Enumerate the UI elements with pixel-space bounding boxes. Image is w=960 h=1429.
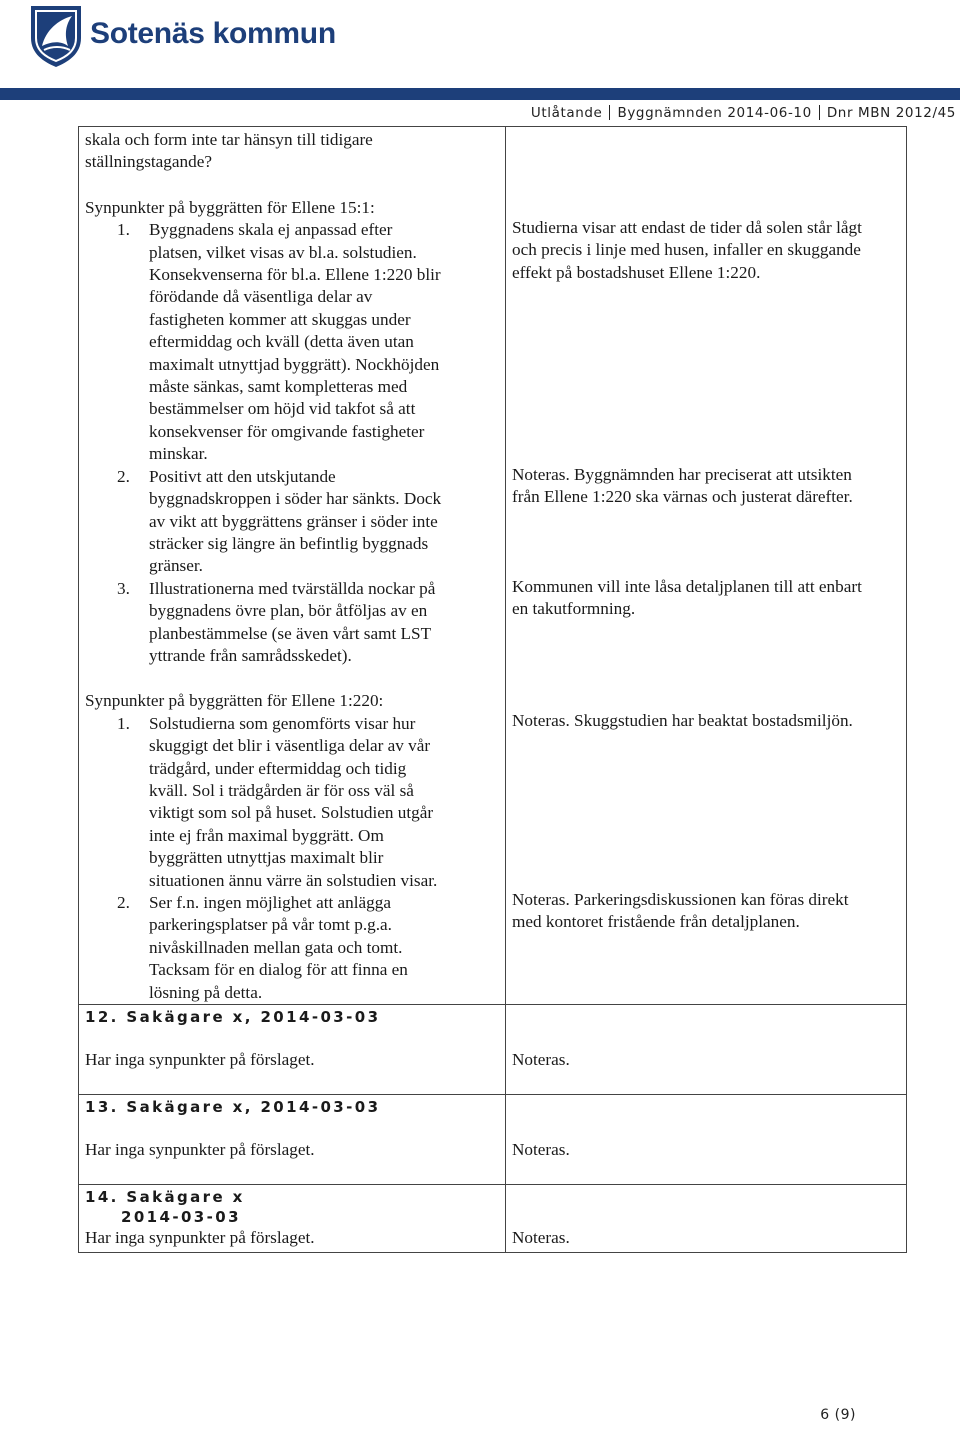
table-row [79, 127, 907, 1005]
opinion-cell [79, 1005, 506, 1095]
opinion-cell [79, 1095, 506, 1185]
response-text: Noteras. Skuggstudien har beaktat bostadsmiljön. [512, 711, 853, 730]
doc-type: Utlåtande [530, 105, 603, 121]
opinion-cell [79, 127, 506, 1005]
response-text: Noteras. Parkeringsdiskussionen kan föras direkt med kontoret fristående från detaljplanen. [512, 890, 849, 932]
section-heading: Synpunkter på byggrätten för Ellene 15:1: [85, 197, 375, 217]
header-bar [0, 88, 960, 100]
response-text: Noteras. [512, 1050, 570, 1070]
list-item: 1. Solstudierna som genomförts visar hur skuggigt det blir i väsentliga delar av vår trädgård, under eftermiddag och tidig kväll. Sol i trädgården är för oss väl så viktigt som sol på huset. Solstudien utgår inte ej från maximal byggrätt. Om byggrätten utnyttjas maximalt blir situationen ännu värre än solstudien visar. [117, 713, 438, 890]
owner-heading: 12. Sakägare x, 2014-03-03 [85, 1008, 381, 1027]
response-text: Studierna visar att endast de tider då solen står lågt och precis i linje med husen, infaller en skuggande effekt på bostadshuset Ellene 1:220. [512, 218, 862, 282]
owner-heading: 14. Sakägare x [85, 1188, 245, 1207]
list-item: 2. Positivt att den utskjutande byggnadskroppen i söder har sänkts. Dock av vikt att byggrättens gränser i söder inte sträcker sig längre än befintlig byggnads gränser. [117, 466, 442, 576]
owner-date: 2014-03-03 [121, 1208, 241, 1227]
list-item: 3. Illustrationerna med tvärställda nockar på byggnadens övre plan, bör åtföljas av en planbestämmelse (se även vårt samt LST yttrande från samrådsskedet). [117, 578, 436, 665]
table-row [79, 1005, 907, 1095]
response-text: Kommunen vill inte låsa detaljplanen till att enbart en takutformning. [512, 577, 862, 619]
response-table [78, 126, 907, 1253]
response-cell [506, 1185, 907, 1253]
response-text: Noteras. [512, 1228, 570, 1248]
owner-opinion: Har inga synpunkter på förslaget. [85, 1140, 315, 1160]
response-cell [506, 127, 907, 1005]
doc-date: 2014-06-10 [727, 105, 812, 121]
response-text: Noteras. Byggnämnden har preciserat att utsikten från Ellene 1:220 ska värnas och justerat därefter. [512, 465, 853, 507]
logo [26, 4, 356, 68]
section-heading: Synpunkter på byggrätten för Ellene 1:220: [85, 691, 384, 711]
board-name: Byggnämnden [617, 105, 723, 121]
opinion-cell [79, 1185, 506, 1253]
document-header [531, 105, 956, 121]
page-number: 6 (9) [820, 1407, 856, 1423]
table-row [79, 1095, 907, 1185]
shield-crest-icon [28, 4, 84, 68]
intro-line: skala och form inte tar hänsyn till tidigare [85, 130, 373, 149]
owner-opinion: Har inga synpunkter på förslaget. [85, 1050, 315, 1070]
list-item: 2. Ser f.n. ingen möjlighet att anlägga parkeringsplatser på vår tomt p.g.a. nivåskillnaden mellan gata och tomt. Tacksam för en dialog för att finna en lösning på detta. [117, 893, 408, 1002]
brand-name: Sotenäs kommun [90, 17, 336, 50]
table-row [79, 1185, 907, 1253]
owner-heading: 13. Sakägare x, 2014-03-03 [85, 1098, 381, 1117]
dnr: Dnr MBN 2012/45 [826, 105, 956, 121]
list-item: 1. Byggnadens skala ej anpassad efter platsen, vilket visas av bl.a. solstudien. Konsekvenserna för bl.a. Ellene 1:220 blir förödande då väsentliga delar av fastigheten kommer att skuggas under eftermiddag och kväll (detta även utan maximalt utnyttjad byggrätt). Nockhöjden måste sänkas, samt kompletteras med bestämmelser om höjd vid takfot så att konsekvenser för omgivande fastigheter minskar. [117, 220, 441, 464]
response-cell [506, 1005, 907, 1095]
intro-line: ställningstagande? [85, 152, 212, 172]
response-cell [506, 1095, 907, 1185]
owner-opinion: Har inga synpunkter på förslaget. [85, 1228, 315, 1248]
response-text: Noteras. [512, 1140, 570, 1160]
